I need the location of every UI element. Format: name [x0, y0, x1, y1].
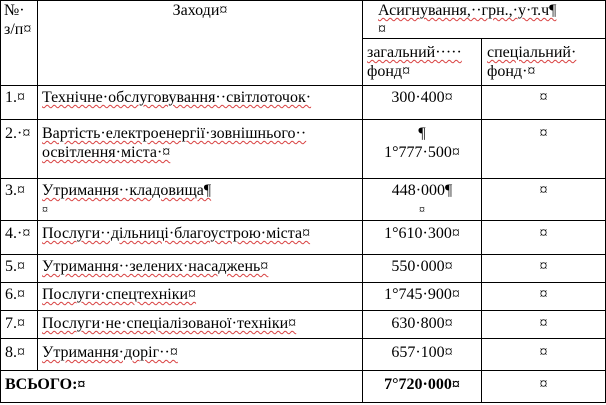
row-general [363, 343, 481, 362]
row-num: 6.¤ [5, 286, 25, 303]
row-special: ¤ [539, 125, 548, 142]
row-general [363, 124, 481, 162]
header-general-line1: загальний····· [367, 44, 462, 61]
row-measure-line1: Послуги·не·спеціалізованої·техніки¤ [42, 315, 297, 332]
row-measure-line1: Послуги··дільниці·благоустрою·міста¤ [42, 225, 311, 242]
row-num: 7.¤ [5, 315, 25, 332]
row-divider [0, 310, 606, 311]
row-general [363, 285, 481, 304]
row-divider [0, 220, 606, 221]
row-measure-line2: освітлення·міста·¤ [42, 144, 171, 161]
row-measure [42, 314, 296, 333]
row-general-line2: 1°777·500¤ [384, 144, 460, 161]
col-divider-num [37, 0, 38, 371]
total-special: ¤ [539, 376, 548, 393]
row-measure [42, 224, 310, 243]
header-funding-line2: ¤ [378, 21, 386, 38]
row-measure [42, 285, 196, 304]
row-general-line1: ¶ [418, 125, 426, 142]
row-special: ¤ [539, 89, 548, 106]
row-measure-line1: Утримання··кладовища¶ [42, 182, 212, 199]
row-general [363, 224, 481, 243]
row-special: ¤ [539, 315, 548, 332]
header-bottom [0, 85, 606, 86]
header-funding [378, 1, 556, 39]
row-general [363, 88, 481, 107]
row-general [363, 257, 481, 276]
row-measure [42, 124, 306, 162]
row-general-line2: ¤ [419, 202, 425, 216]
row-divider [0, 119, 606, 120]
row-measure-line1: Послуги·спецтехніки¤ [42, 286, 197, 303]
header-num [4, 1, 31, 39]
row-num: 3.¤ [5, 182, 25, 199]
row-num: 2.·¤ [5, 125, 31, 142]
header-measures: Заходи¤ [172, 2, 228, 19]
row-special: ¤ [539, 182, 548, 199]
row-measure [42, 257, 268, 276]
row-measure [42, 88, 311, 107]
total-label: ВСЬОГО:¤ [5, 376, 86, 393]
row-general-line1: 657·100¤ [391, 344, 453, 361]
total-general: 7°720·000¤ [384, 376, 460, 393]
row-divider [0, 254, 606, 255]
row-general-line1: 1°745·900¤ [384, 286, 460, 303]
row-special: ¤ [539, 225, 548, 242]
table-border-left [0, 0, 1, 403]
row-general-line1: 630·800¤ [391, 315, 453, 332]
row-divider [0, 338, 606, 339]
row-general-line1: 448·000¶ [391, 182, 453, 199]
row-general [363, 181, 481, 219]
row-measure [42, 181, 211, 219]
row-num: 5.¤ [5, 258, 25, 275]
row-divider [0, 282, 606, 283]
header-general-fund [367, 43, 462, 81]
row-measure-line2: ¤ [42, 202, 48, 216]
row-divider [0, 370, 606, 371]
row-special: ¤ [539, 258, 548, 275]
row-num: 8.¤ [5, 344, 25, 361]
row-measure-line1: Утримання··зелених·насаджень¤ [42, 258, 269, 275]
header-special-fund [487, 43, 576, 81]
row-general-line1: 1°610·300¤ [384, 225, 460, 242]
header-num-line2: з/п¤ [4, 21, 32, 38]
row-general [363, 314, 481, 333]
row-num: 4.·¤ [5, 225, 31, 242]
table-border-bottom [0, 402, 606, 403]
header-general-line2: фонд¤ [367, 63, 411, 80]
row-special: ¤ [539, 286, 548, 303]
header-funding-line1: Асигнування,··грн.,·у·т.ч¶ [378, 2, 557, 19]
row-measure-line1: Вартість·електроенергії·зовнішнього·· [42, 125, 307, 142]
row-divider [0, 178, 606, 179]
row-num: 1.¤ [5, 89, 25, 106]
row-measure [42, 343, 178, 362]
row-measure-line1: Технічне·обслуговування··світлоточок· [42, 89, 312, 106]
header-special-line1: спеціальний· [487, 44, 577, 61]
row-measure-line1: Утримання·доріг··¤ [42, 344, 178, 361]
header-special-line2: фонд·¤ [487, 63, 536, 80]
row-general-line1: 300·400¤ [391, 89, 453, 106]
row-general-line1: 550·000¤ [391, 258, 453, 275]
row-special: ¤ [539, 344, 548, 361]
header-num-line1: №· [4, 2, 25, 19]
